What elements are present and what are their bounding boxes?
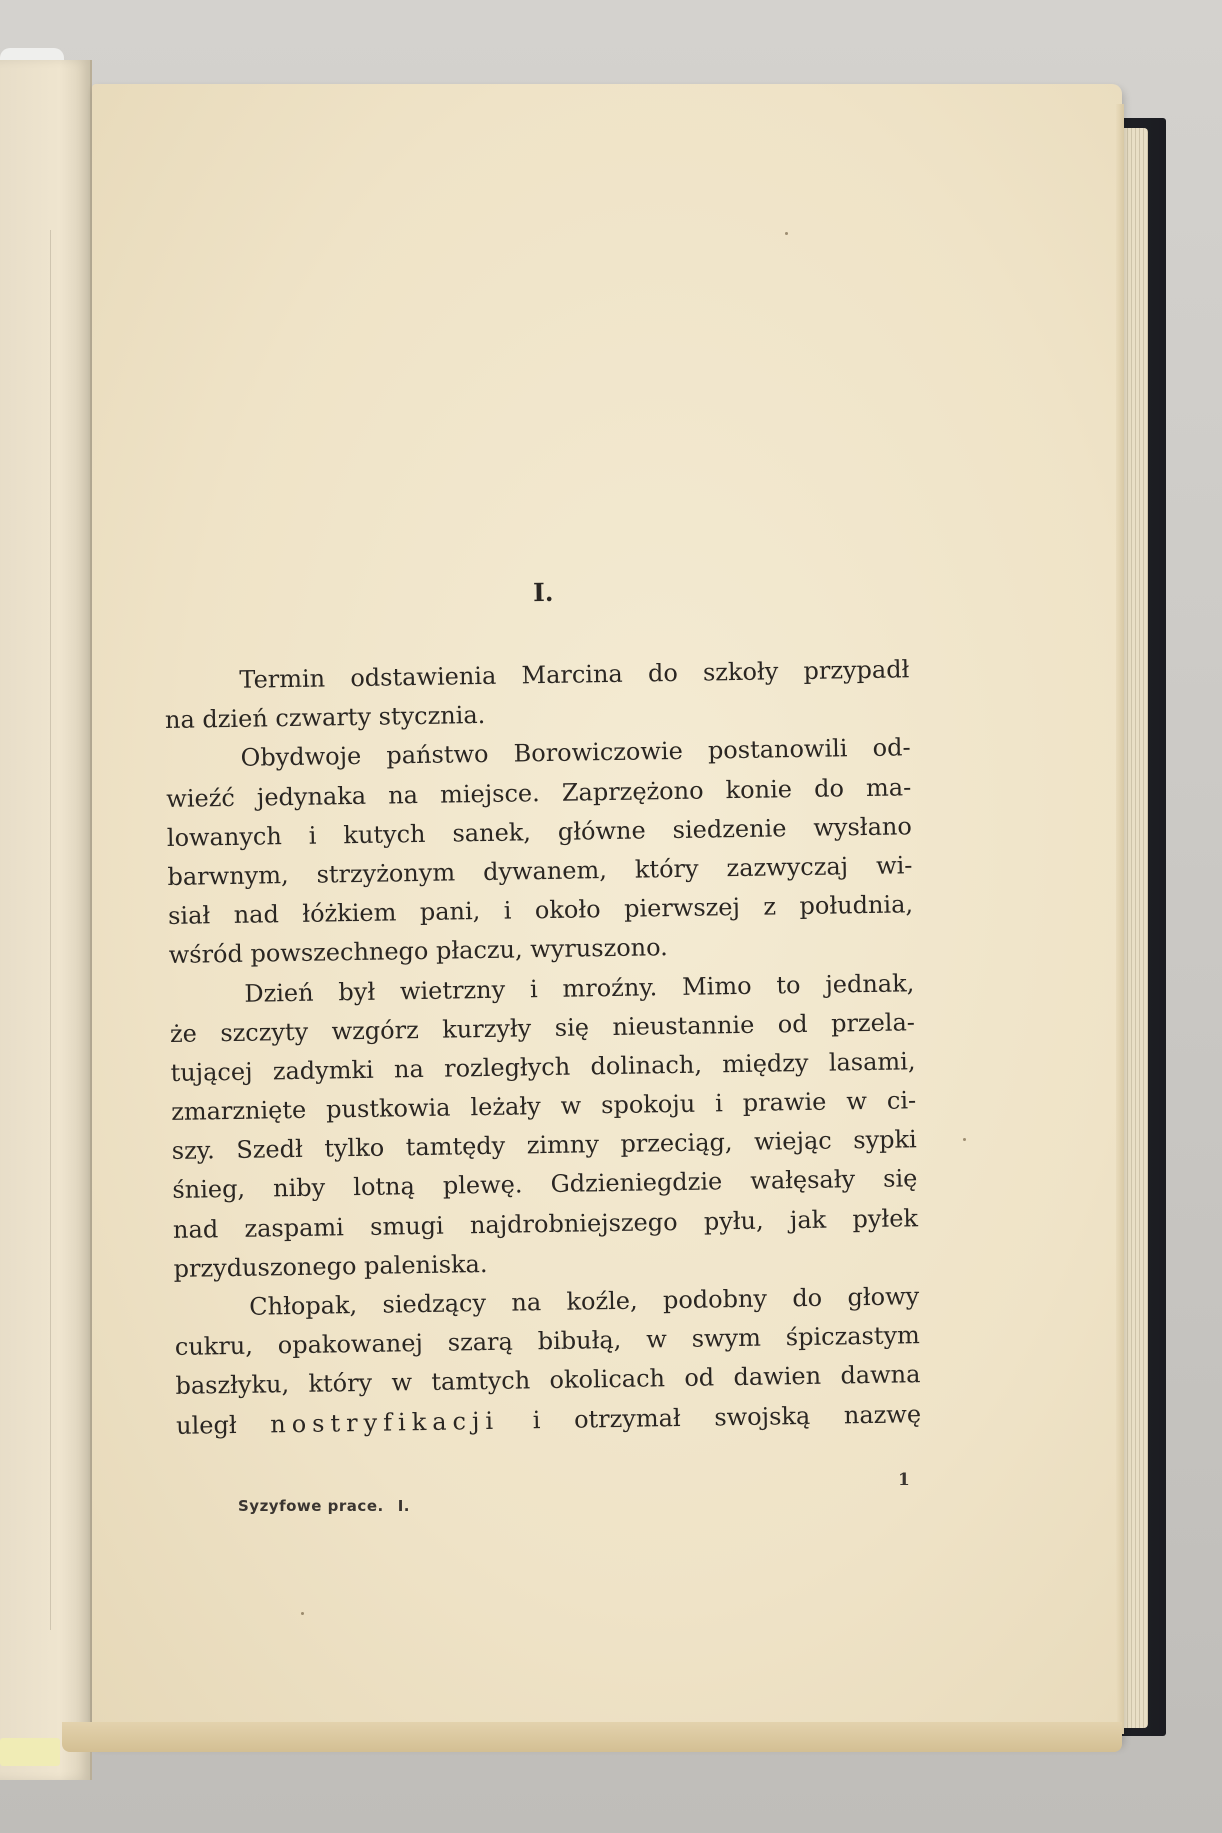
text-line: Termin odstawienia Marcina do szkoły przypadł — [239, 655, 910, 694]
text-line: Chłopak, siedzący na koźle, podobny do głowy — [249, 1282, 920, 1321]
paper-speck — [963, 1138, 966, 1141]
text-line: wieźć jedynaka na miejsce. Zaprzężono konie do ma- — [166, 772, 912, 813]
text-line: tującej zadymki na rozległych dolinach, między lasami, — [170, 1047, 916, 1087]
page-bottom-edge — [62, 1722, 1122, 1752]
bookmark-tab-bottom — [0, 1738, 60, 1766]
text-line: lowanych i kutych sanek, główne siedzenie wysłano — [166, 812, 913, 852]
text-line: śnieg, niby lotną plewę. Gdzieniegdzie wałęsały się — [172, 1164, 918, 1205]
text-line: barwnym, strzyżonym dywanem, który zazwyczaj wi- — [167, 851, 913, 891]
text-line: Dzień był wietrzny i mroźny. Mimo to jednak, — [244, 968, 915, 1008]
text-fragment: uległ — [175, 1410, 237, 1440]
text-fragment: i otrzymał swojską nazwę — [532, 1399, 922, 1434]
text-line: siał nad łóżkiem pani, i około pierwszej z południa, — [167, 890, 914, 931]
text-line: nad zaspami smugi najdrobniejszego pyłu, jak pyłek — [172, 1203, 919, 1244]
text-line: że szczyty wzgórz kurzyły się nieustannie od przela- — [169, 1007, 916, 1048]
page-footer — [238, 1497, 410, 1515]
chapter-heading: I. — [532, 577, 554, 608]
signature-mark: 1 — [898, 1470, 910, 1490]
text-line: cukru, opakowanej szarą bibułą, w swym śpiczastym — [174, 1321, 921, 1362]
body-text — [164, 650, 921, 1445]
footer-book-title: Syzyfowe prace. — [238, 1497, 384, 1515]
text-line: baszłyku, który w tamtych okolicach od dawien dawna — [175, 1360, 921, 1401]
text-line: na dzień czwarty stycznia. — [164, 701, 486, 735]
text-line: wśród powszechnego płaczu, wyruszono. — [168, 933, 669, 970]
footer-volume-number: I. — [397, 1497, 410, 1515]
page-right-edge — [1116, 104, 1124, 1734]
text-line: zmarznięte pustkowia leżały w spokoju i prawie w ci- — [170, 1086, 917, 1126]
paper-speck — [785, 232, 788, 235]
text-line: Obydwoje państwo Borowiczowie postanowili od- — [240, 733, 911, 773]
text-line: szy. Szedł tylko tamtędy zimny przeciąg, wiejąc sypki — [171, 1125, 917, 1166]
previous-page-border — [0, 230, 51, 1630]
text-line: przyduszonego paleniska. — [173, 1249, 488, 1283]
previous-page-edge — [0, 60, 92, 1780]
spaced-emphasis-word: nostryfikacji — [270, 1406, 500, 1438]
paper-speck — [301, 1612, 304, 1615]
